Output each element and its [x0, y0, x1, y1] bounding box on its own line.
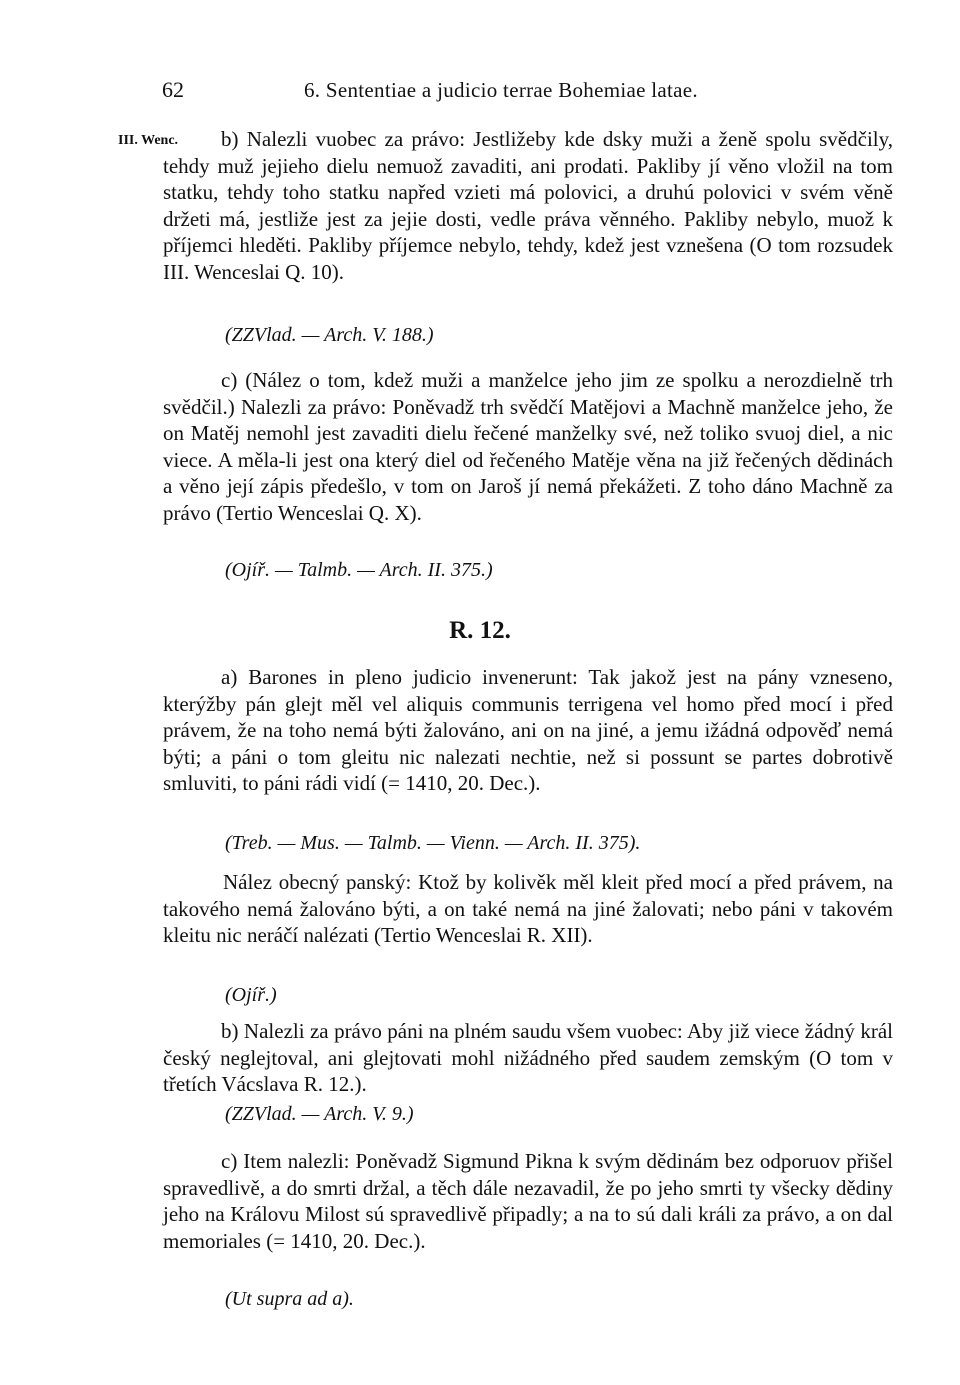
paragraph-text: c) (Nález o tom, kdež muži a manželce jeho jim ze spolku a nerozdielně trh svědčil.) Nalezli za právo: Poněvadž trh svědčí Matějovi a Machně manželce jeho, že on Matěj nemohl jest zavaditi dielu řečené manželky své, než toliko svuoj diel, a nic viece. A měla-li jest ona který diel od řečeného Matěje věna na již řečených dědinách a věno její zápis předešlo, v tom on Jaroš jí nemá překážeti. Z toho dáno Machně za právo (Tertio Wenceslai Q. X). — [163, 368, 893, 525]
citation: (ZZVlad. — Arch. V. 188.) — [225, 324, 434, 346]
paragraph-text: a) Barones in pleno judicio invenerunt: Tak jakož jest na pány vzneseno, kterýžby pán glejt měl vel aliquis communis terrigena vel homo před mocí i před právem, že na toho nemá býti žalováno, ani on na jiné, a jemu ižádná odpověď nemá býti; a páni o tom gleitu nic nalezati nechtie, než si possunt se partes dobrotivě smluviti, to páni rádi vidí (= 1410, 20. Dec.). — [163, 665, 893, 796]
page-number: 62 — [162, 77, 184, 102]
paragraph-b-wenc — [163, 126, 893, 286]
paragraph-c-item — [163, 1148, 893, 1254]
paragraph-text: b) Nalezli za právo páni na plném saudu všem vuobec: Aby již viece žádný král český neglejtoval, ani glejtovati mohl nižádného před saudem zemským (O tom v třetích Vácslava R. 12.). — [163, 1019, 893, 1097]
paragraph-text: c) Item nalezli: Poněvadž Sigmund Pikna k svým dědinám bez odporuov přišel spravedlivě, a do smrti držal, a těch dále nezavadil, že po jeho smrti ty všecky dědiny jeho na Královu Milost sú spravedlivě připadly; a na to sú dali králi za právo, a on dal memoriales (= 1410, 20. Dec.). — [163, 1149, 893, 1253]
page-header — [162, 76, 892, 106]
citation: (ZZVlad. — Arch. V. 9.) — [225, 1103, 414, 1125]
paragraph-a-barones — [163, 664, 893, 797]
citation: (Ut supra ad a). — [225, 1288, 354, 1310]
running-title: 6. Sententiae a judicio terrae Bohemiae latae. — [304, 78, 698, 102]
citation: (Treb. — Mus. — Talmb. — Vienn. — Arch. II. 375). — [225, 832, 641, 854]
section-heading: R. 12. — [449, 617, 511, 644]
paragraph-b-glejt — [163, 1018, 893, 1098]
citation: (Ojíř.) — [225, 984, 277, 1006]
paragraph-nalez-obecny — [163, 869, 893, 949]
paragraph-c-nalez — [163, 367, 893, 527]
margin-note: III. Wenc. — [118, 133, 179, 148]
citation: (Ojíř. — Talmb. — Arch. II. 375.) — [225, 559, 493, 581]
paragraph-text: Nález obecný panský: Ktož by kolivěk měl kleit před mocí a před právem, na takového nemá žalováno býti, a on také nemá na jiné žalovati; nebo páni v takovém kleitu nic neráčí nalézati (Tertio Wenceslai R. XII). — [163, 870, 893, 948]
paragraph-text: b) Nalezli vuobec za právo: Jestližeby kde dsky muži a ženě spolu svědčily, tehdy muž jejieho dielu nemuož zavaditi, ani prodati. Pakliby jí věno vložil na tom statku, tehdy toho statku napřed vzieti má polovici, a druhú polovici v svém věně držeti má, jestliže jest za jejie dosti, vedle práva věnného. Pakliby nebylo, muož k příjemci hleděti. Pakliby příjemce nebylo, tehdy, kdež jest vznešena (O tom rozsudek III. Wenceslai Q. 10). — [163, 127, 893, 284]
